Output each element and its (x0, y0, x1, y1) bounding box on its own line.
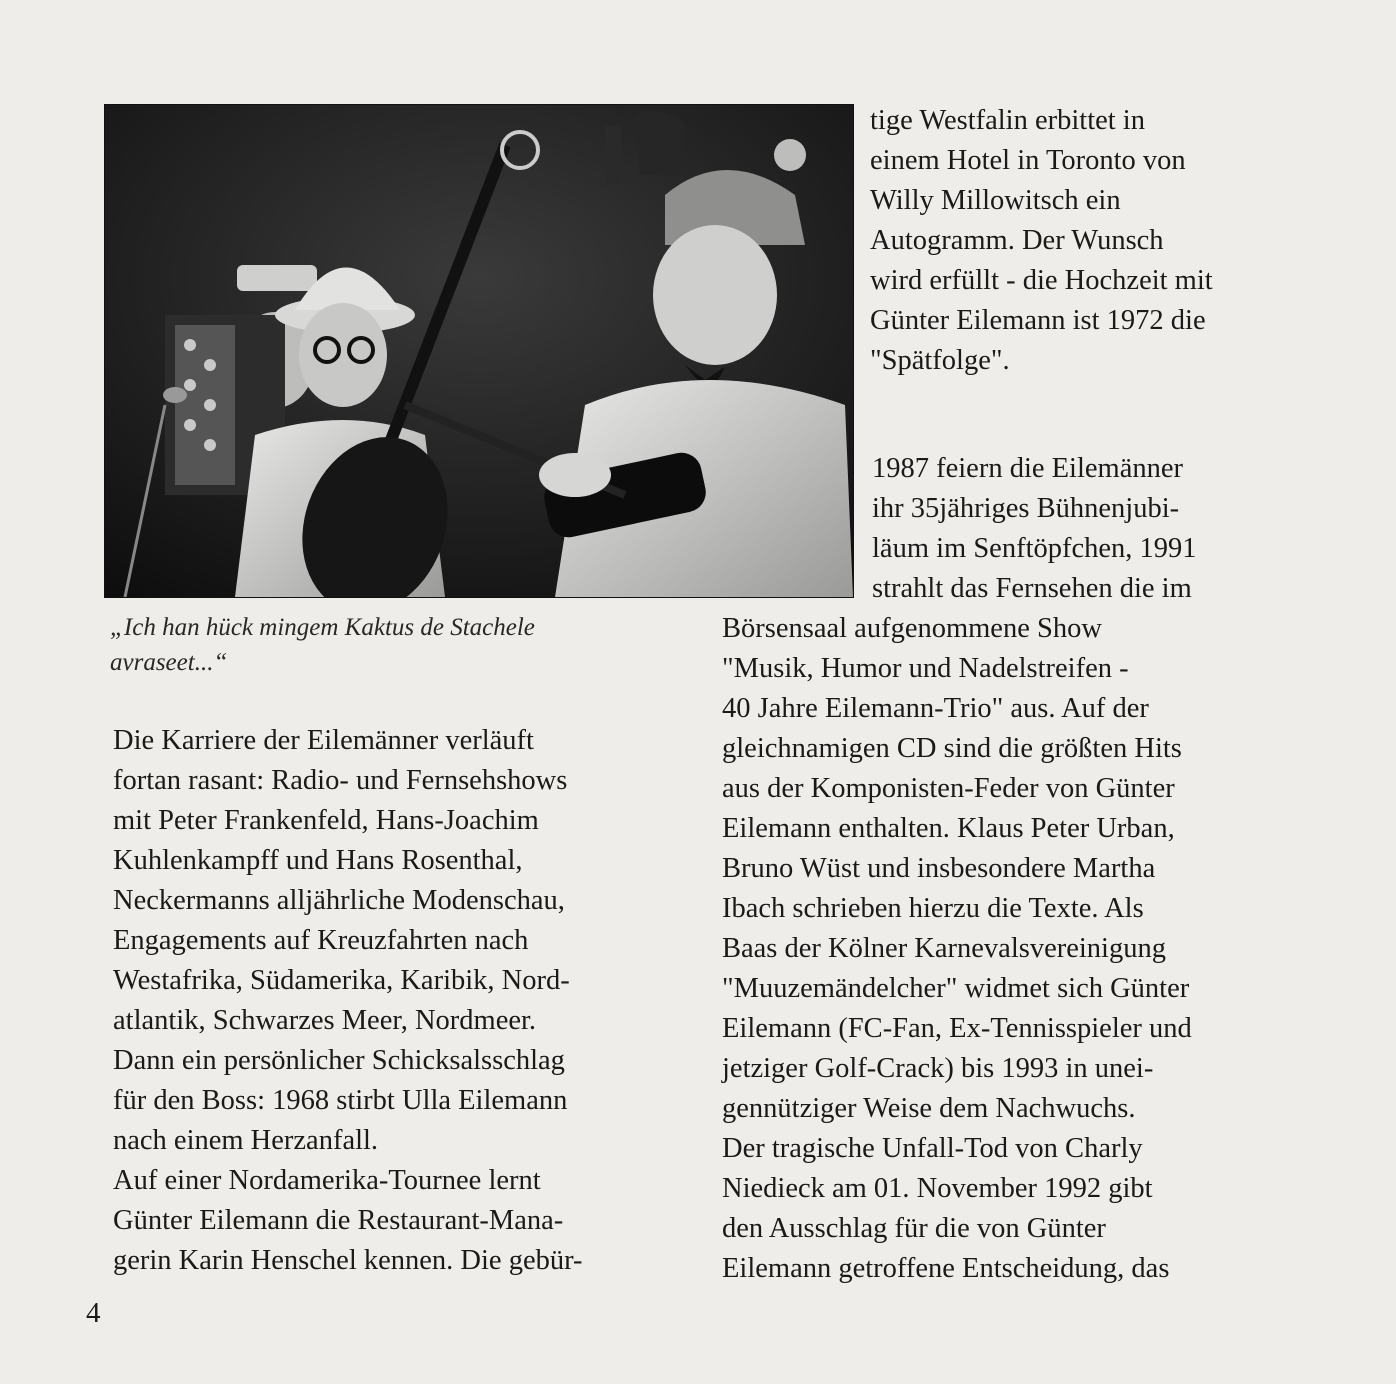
text-line: Der tragische Unfall-Tod von Charly (722, 1133, 1143, 1164)
caption-line: „Ich han hück mingem Kaktus de Stachele (110, 614, 535, 641)
text-line: Engagements auf Kreuzfahrten nach (113, 925, 529, 956)
caption-line: avraseet...“ (110, 649, 228, 676)
text-line: läum im Senftöpfchen, 1991 (872, 533, 1197, 564)
text-line: Willy Millowitsch ein (870, 185, 1121, 216)
text-line: nach einem Herzanfall. (113, 1125, 379, 1156)
band-photo (104, 104, 854, 598)
text-line: ihr 35jähriges Bühnenjubi- (872, 493, 1180, 524)
text-line: "Muuzemändelcher" widmet sich Günter (722, 973, 1190, 1004)
text-line: "Spätfolge". (870, 345, 1010, 376)
right-column-main-paragraph (722, 609, 1192, 1289)
text-line: tige Westfalin erbittet in (870, 105, 1145, 136)
text-line: Die Karriere der Eilemänner verläuft (113, 725, 534, 756)
text-line: Auf einer Nordamerika-Tournee lernt (113, 1165, 541, 1196)
left-column-paragraph (113, 721, 583, 1281)
page-number: 4 (86, 1297, 101, 1329)
text-line: Bruno Wüst und insbesondere Martha (722, 853, 1156, 884)
text-line: Ibach schrieben hierzu die Texte. Als (722, 893, 1144, 924)
text-line: "Musik, Humor und Nadelstreifen - (722, 653, 1129, 684)
text-line: gerin Karin Henschel kennen. Die gebür- (113, 1245, 583, 1276)
right-column-top-paragraph (870, 101, 1213, 381)
text-line: Neckermanns alljährliche Modenschau, (113, 885, 565, 916)
text-line: einem Hotel in Toronto von (870, 145, 1186, 176)
text-line: atlantik, Schwarzes Meer, Nordmeer. (113, 1005, 537, 1036)
photo-caption (110, 610, 670, 680)
text-line: Baas der Kölner Karnevalsvereinigung (722, 933, 1166, 964)
text-line: Eilemann (FC-Fan, Ex-Tennisspieler und (722, 1013, 1192, 1044)
text-line: den Ausschlag für die von Günter (722, 1213, 1106, 1244)
text-line: strahlt das Fernsehen die im (872, 573, 1192, 604)
text-line: Günter Eilemann ist 1972 die (870, 305, 1206, 336)
text-line: Börsensaal aufgenommene Show (722, 613, 1102, 644)
text-line: Autogramm. Der Wunsch (870, 225, 1164, 256)
text-line: Niedieck am 01. November 1992 gibt (722, 1173, 1153, 1204)
text-line: Günter Eilemann die Restaurant-Mana- (113, 1205, 564, 1236)
text-line: 40 Jahre Eilemann-Trio" aus. Auf der (722, 693, 1149, 724)
text-line: aus der Komponisten-Feder von Günter (722, 773, 1175, 804)
right-column-mid-paragraph (872, 449, 1197, 609)
text-line: gennütziger Weise dem Nachwuchs. (722, 1093, 1136, 1124)
text-line: wird erfüllt - die Hochzeit mit (870, 265, 1213, 296)
text-line: Kuhlenkampff und Hans Rosenthal, (113, 845, 523, 876)
text-line: gleichnamigen CD sind die größten Hits (722, 733, 1182, 764)
text-line: Westafrika, Südamerika, Karibik, Nord- (113, 965, 570, 996)
text-line: jetziger Golf-Crack) bis 1993 in unei- (722, 1053, 1154, 1084)
band-photo-illustration (105, 105, 853, 597)
text-line: mit Peter Frankenfeld, Hans-Joachim (113, 805, 539, 836)
text-line: fortan rasant: Radio- und Fernsehshows (113, 765, 568, 796)
text-line: Eilemann getroffene Entscheidung, das (722, 1253, 1170, 1284)
text-line: für den Boss: 1968 stirbt Ulla Eilemann (113, 1085, 568, 1116)
text-line: Eilemann enthalten. Klaus Peter Urban, (722, 813, 1175, 844)
text-line: 1987 feiern die Eilemänner (872, 453, 1183, 484)
text-line: Dann ein persönlicher Schicksalsschlag (113, 1045, 565, 1076)
